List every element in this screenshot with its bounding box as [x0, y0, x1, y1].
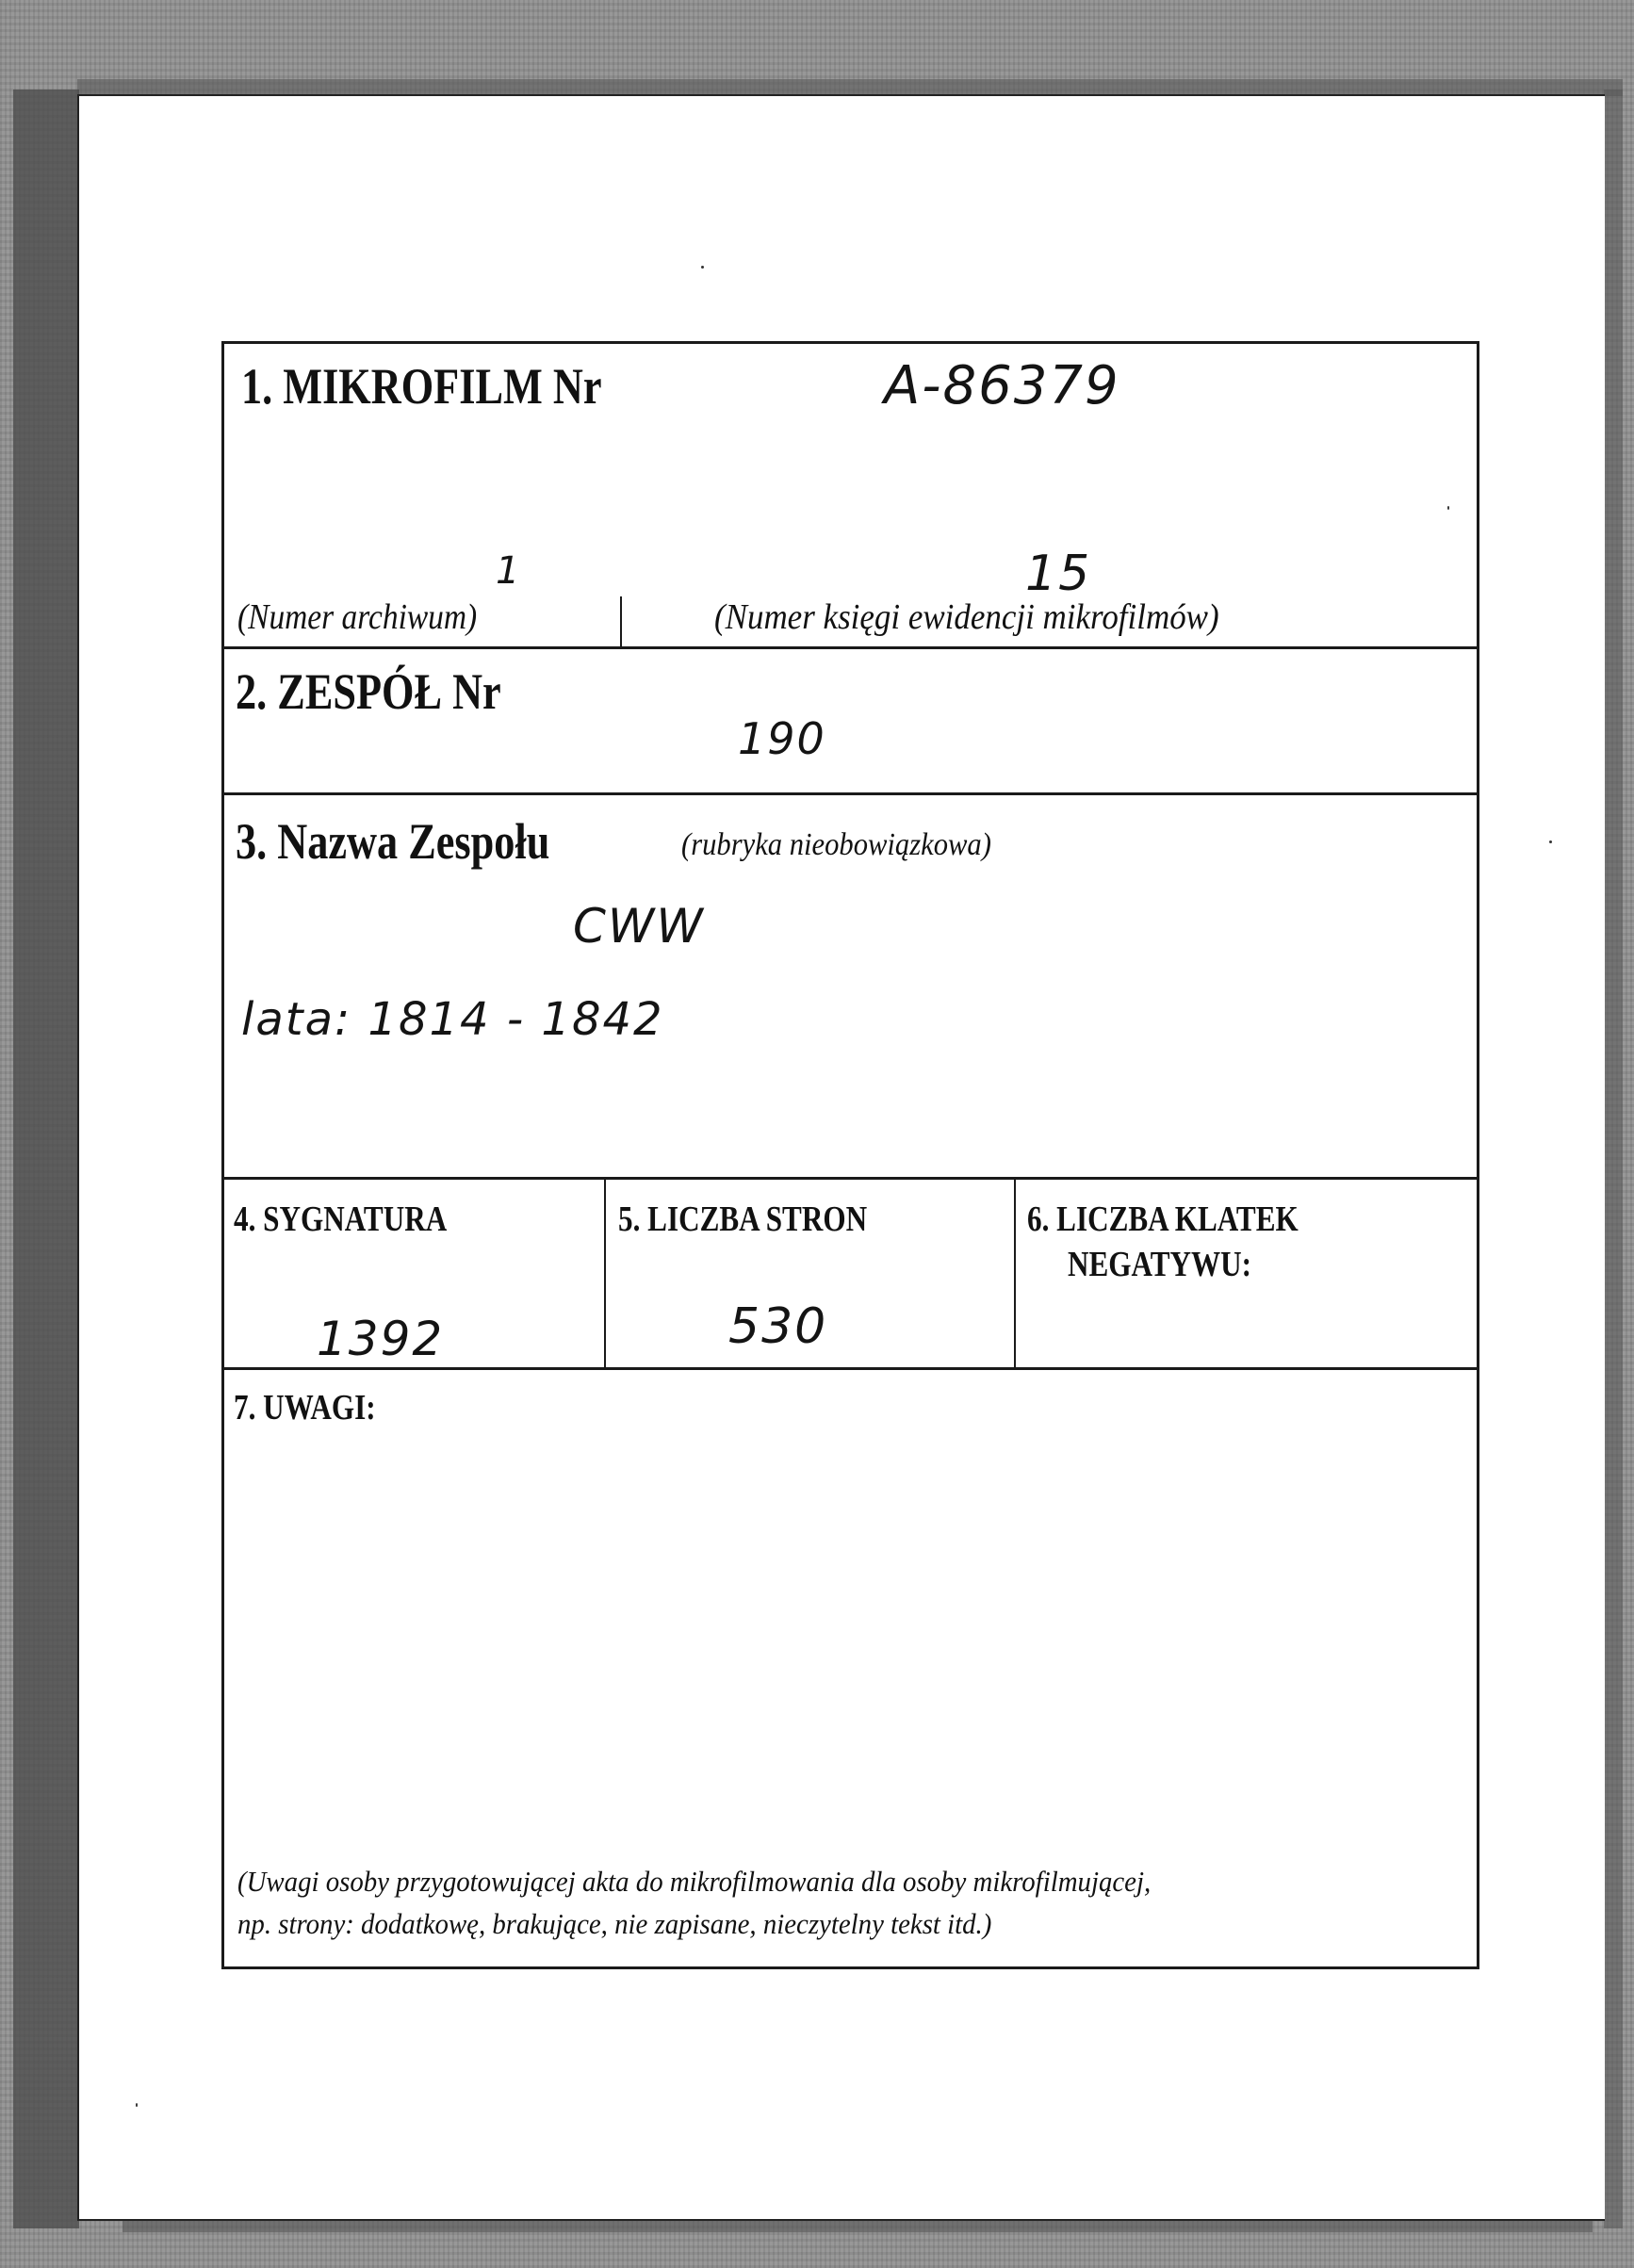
uwagi-footnote-line2: np. strony: dodatkowę, brakujące, nie zapisane, nieczytelny tekst itd.) [237, 1907, 992, 1940]
sygnatura-value: 1392 [317, 1312, 445, 1366]
liczba-klatek-label: 6. LICZBA KLATEK [1027, 1199, 1299, 1239]
liczba-stron-value: 530 [728, 1298, 828, 1355]
mikrofilm-label: 1. MIKROFILM Nr [241, 358, 602, 415]
dust-speck [701, 266, 704, 269]
section-sygnatura-row [224, 1180, 1477, 1370]
sygnatura-label: 4. SYGNATURA [234, 1199, 448, 1239]
archive-number-caption: (Numer archiwum) [237, 597, 478, 637]
liczba-stron-label: 5. LICZBA STRON [618, 1199, 868, 1239]
caption-divider [620, 596, 622, 649]
dust-speck [136, 2103, 138, 2107]
zespol-nr-label: 2. ZESPÓŁ Nr [236, 663, 501, 720]
nazwa-zespolu-dates: lata: 1814 - 1842 [241, 993, 664, 1046]
column-divider [1014, 1180, 1016, 1367]
nazwa-zespolu-value: CWW [573, 899, 705, 954]
section-nazwa-zespolu [224, 795, 1477, 1180]
section-uwagi [224, 1370, 1477, 1966]
mikrofilm-number-value: A-86379 [884, 355, 1120, 416]
column-divider [604, 1180, 606, 1367]
uwagi-footnote-line1: (Uwagi osoby przygotowującej akta do mikrofilmowania dla osoby mikrofilmującej, [237, 1865, 1152, 1898]
zespol-nr-value: 190 [738, 713, 826, 764]
register-number-value: 15 [1025, 546, 1092, 602]
negatywu-label: NEGATYWU: [1068, 1245, 1252, 1284]
dust-speck [1549, 840, 1552, 843]
nazwa-zespolu-note: (rubryka nieobowiązkowa) [681, 827, 991, 862]
scan-shadow-right [1604, 90, 1623, 2228]
archive-number-value: 1 [496, 549, 522, 593]
scan-shadow-bottom [123, 2219, 1593, 2232]
uwagi-label: 7. UWAGI: [234, 1388, 376, 1428]
scan-shadow-left [13, 90, 79, 2228]
section-zespol-nr [224, 649, 1477, 795]
register-number-caption: (Numer księgi ewidencji mikrofilmów) [714, 597, 1219, 637]
nazwa-zespolu-label: 3. Nazwa Zespołu [236, 813, 550, 870]
microfilm-form [221, 341, 1479, 1969]
section-mikrofilm [224, 344, 1477, 649]
